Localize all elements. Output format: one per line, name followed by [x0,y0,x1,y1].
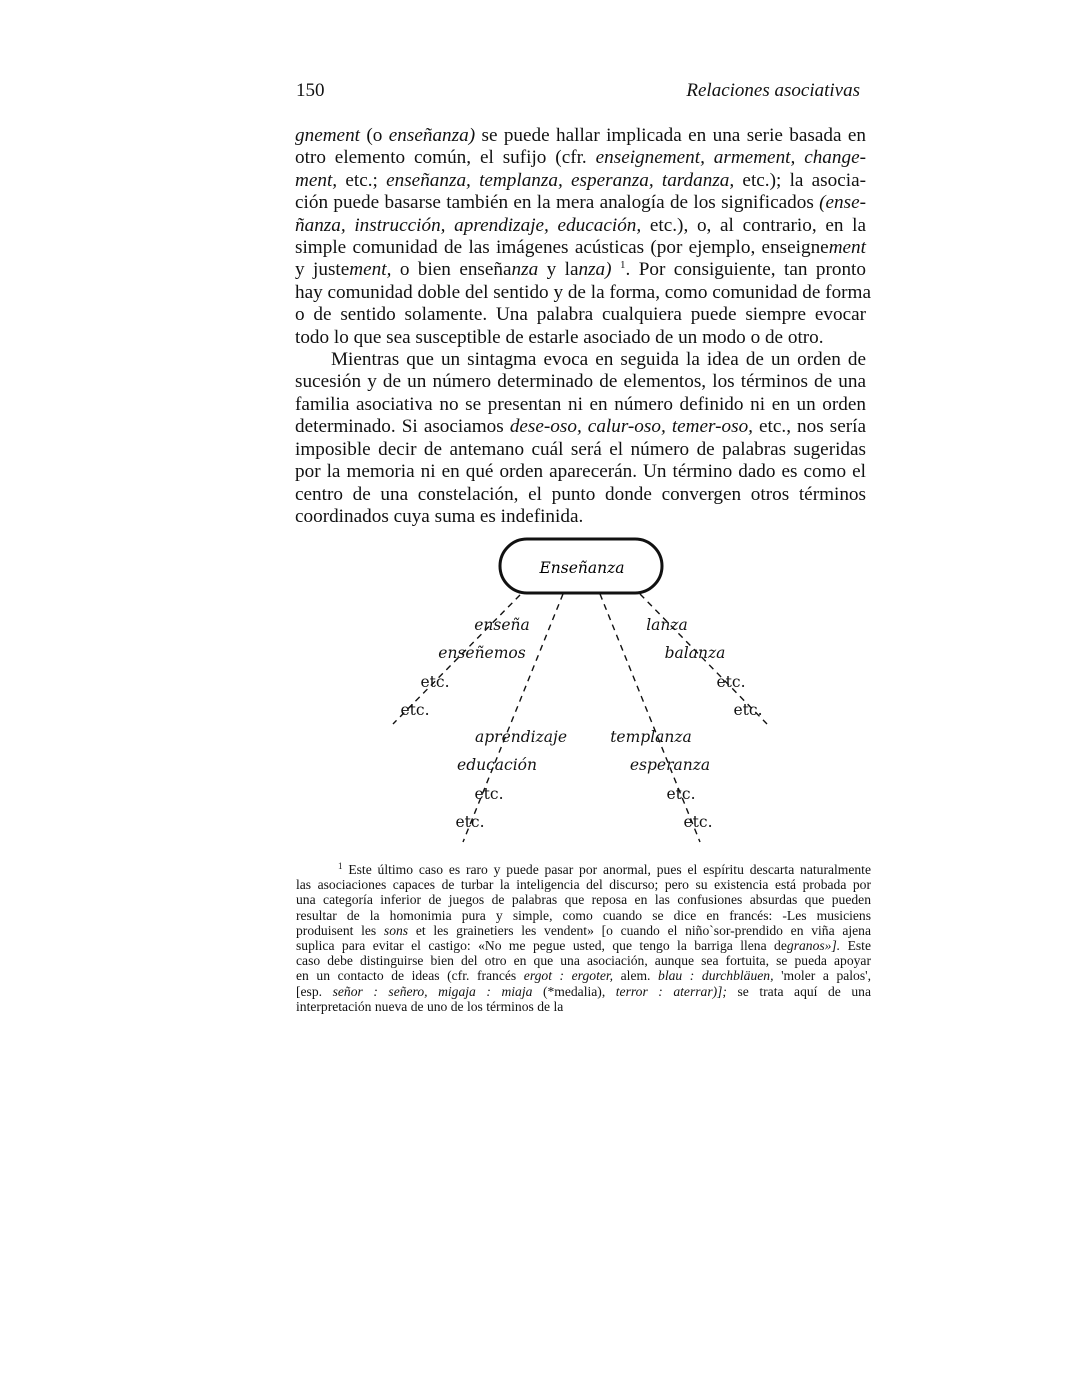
term: aprendizaje [475,728,567,746]
term: esperanza [629,756,711,774]
text-segment: se puede hallar implicada en una serie basada en [475,125,866,146]
text-segment: caso debe distinguirse bien del otro en que una asociación, aunque sea fortuita, se pueda apoyar [296,953,871,969]
footnote-line [296,862,871,877]
text-segment: ment, [295,169,338,191]
term: etc. [733,701,763,719]
text-segment: etc.), o, al contrario, en la [641,214,866,236]
term: lanza [646,616,688,634]
footnote-line [296,968,871,983]
text-segment: coordinados cuya suma es indefinida. [295,505,584,527]
text-segment: las asociaciones capaces de turbar la inteligencia del discurso; pero su existencia está probada por [296,877,871,893]
term: templanza [610,728,692,746]
text-segment: ción puede basarse también en la mera analogía de los significados [295,192,820,214]
footnote-marker: 1 [619,259,626,272]
text-segment: ñanza, instrucción, aprendizaje, educación, [295,214,642,236]
term: enseña [474,616,530,634]
term: etc. [683,813,713,831]
text-segment: . Por consiguiente, tan pronto [625,259,866,281]
text-segment: ergot : ergoter, [523,968,614,984]
text-segment: produisent les [296,922,384,938]
text-segment: en un contacto de ideas (cfr. francés [296,968,524,984]
text-segment: una categoría inferior de juegos de palabras que reposa en las confusiones absurdas que pueden [296,892,871,908]
text-segment: señor : señero, migaja : miaja [332,983,533,999]
text-segment: resultar de la homonimia pura y simple, como cuando se dice en francés: -Les musiciens [296,907,871,923]
text-segment: dese-oso, calur-oso, temer-oso, [509,416,753,438]
center-label: Enseñanza [539,559,625,577]
text-segment: por la memoria ni en qué orden aparecerán. Un término dado es como el [295,461,866,483]
text-segment: interpretación nueva de uno de los términos de la [296,998,564,1014]
text-segment: otro elemento común, el sufijo (cfr. [295,147,596,169]
text-segment: etc.; [337,169,387,191]
footnote-line [296,877,871,892]
text-segment: Mientras que un sintagma evoca en seguida la idea de un orden de [331,349,866,371]
text-segment: hay comunidad doble del sentido y de la forma, como comunidad de forma [295,281,871,303]
footnote-line [296,892,871,907]
text-segment: nza [511,259,539,281]
footnote-line [296,938,871,953]
term: etc. [420,673,450,691]
text-segment: enseñanza) [388,125,476,146]
term: etc. [716,673,746,691]
text-segment: alem. [613,968,659,984]
footnote-line [296,953,871,968]
text-segment: Este [840,938,871,954]
text-segment: o de sentido solamente. Una palabra cualquiera puede siempre evocar [295,304,866,326]
text-segment: (*medalia), [532,983,616,999]
term: etc. [400,701,430,719]
text-segment: todo lo que sea susceptible de estarle asociado de un modo o de otro. [295,326,824,348]
term: etc. [455,813,485,831]
text-segment: centro de una constelación, el punto donde convergen otros términos [295,483,866,505]
text-segment: gnement [295,125,361,146]
text-segment: y la [538,259,579,281]
footnote-line [296,923,871,938]
text-segment: blau : durchbläuen, [658,968,774,984]
text-segment: se trata aquí de una [726,983,871,999]
text-segment: (ense- [819,192,866,214]
text-segment: etc.); la asocia- [734,169,866,191]
running-title: Relaciones asociativas [686,80,860,101]
footnote-line [296,999,871,1014]
text-segment: terror : aterrar)]; [615,983,727,999]
text-segment: imposible decir de antemano cuál será el número de palabras sugeridas [295,438,866,460]
text-segment: Este último caso es raro y puede pasar por anormal, pues el espíritu descarta naturalmente [342,862,871,877]
text-segment: 'moler a palos', [773,968,871,984]
term: etc. [474,785,504,803]
text-segment: sucesión y de un número determinado de elementos, los términos de una [295,371,866,393]
term: enseñemos [438,644,526,662]
text-segment: sons [383,922,409,938]
footnote-marker: 1 [338,861,343,871]
footnote [296,862,871,1014]
term: etc. [666,785,696,803]
footnote-line [296,984,871,999]
text-segment: y juste [295,259,350,281]
text-segment: determinado. Si asociamos [295,416,510,438]
footnote-line [296,908,871,923]
text-segment: ment, [349,259,392,281]
page-number: 150 [296,80,325,101]
text-segment: familia asociativa no se presentan ni en número definido ni en un orden [295,393,866,415]
text-segment: et les grainetiers les vendent» [o cuando el niño`sor-prendido en viña ajena [408,922,872,938]
text-segment: granos»]. [786,938,841,954]
text-segment: (o [360,125,389,146]
text-segment: simple comunidad de las imágenes acústicas (por ejemplo, enseigne [295,237,829,259]
text-segment: o bien enseña [391,259,512,281]
term: educación [457,756,537,774]
text-segment: enseignement, armement, change- [595,147,866,169]
text-segment: [esp. [296,983,333,999]
term: balanza [664,644,726,662]
text-segment: etc., nos sería [752,416,866,438]
text-segment: suplica para evitar el castigo: «No me pegue usted, que tengo la barriga llena de [296,938,787,954]
text-segment: ment [828,237,866,259]
text-segment: nza) [578,259,612,281]
text-segment: enseñanza, templanza, esperanza, tardanza, [386,169,735,191]
